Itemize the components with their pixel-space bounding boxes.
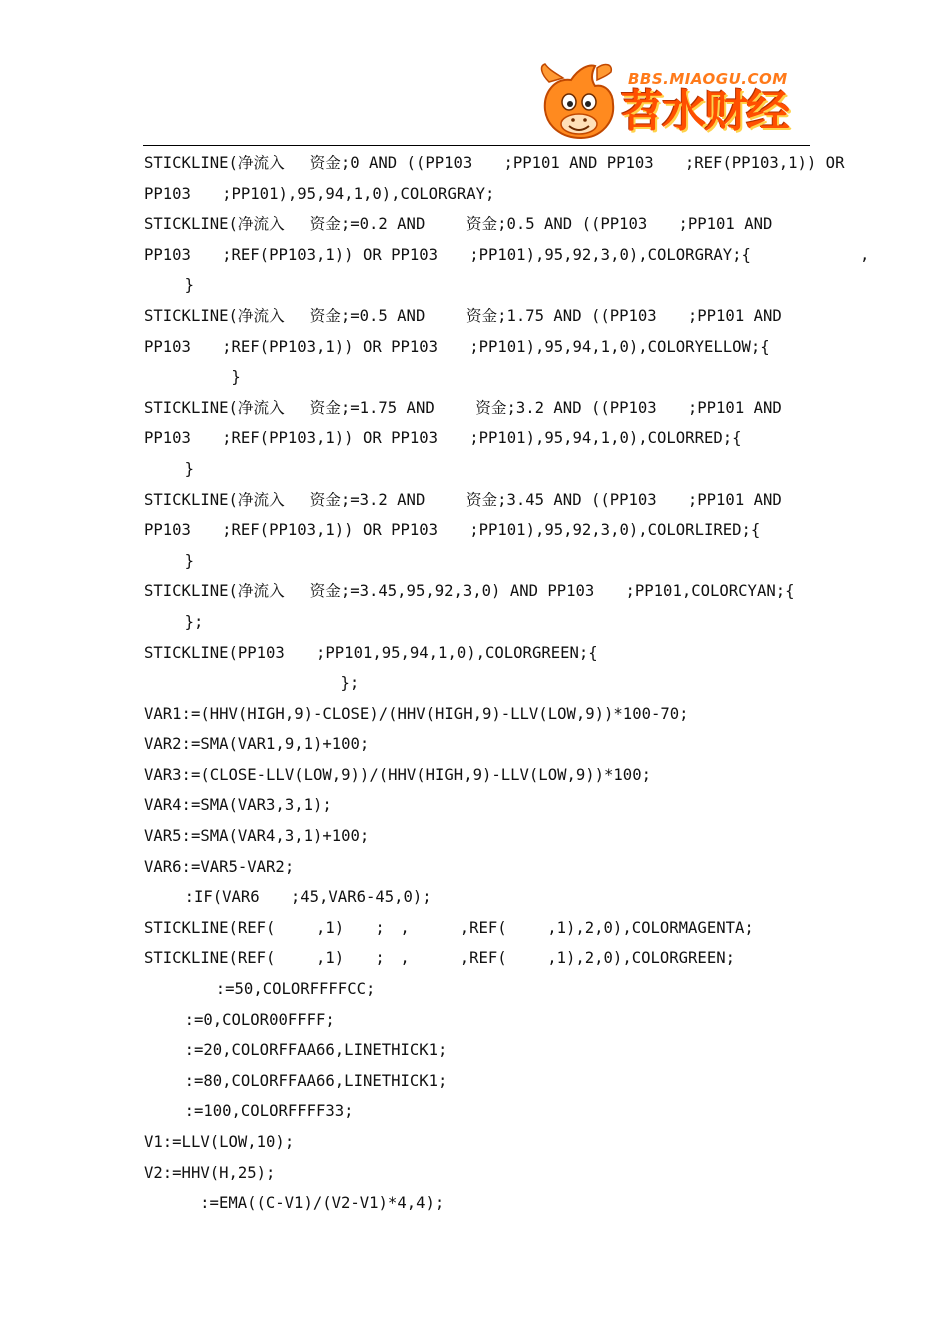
code-line: :=100,COLORFFFF33; <box>144 1102 354 1121</box>
code-line: V2:=HHV(H,25); <box>144 1163 276 1182</box>
code-line: STICKLINE(净流入 资金;=3.2 AND 资金;3.45 AND ((PP103 ;PP101 AND <box>144 490 782 509</box>
code-line: STICKLINE(净流入 资金;=3.45,95,92,3,0) AND PP103 ;PP101,COLORCYAN;{ <box>144 582 826 601</box>
code-line: STICKLINE(PP103 ;PP101,95,94,1,0),COLORGREEN;{ <box>144 643 723 662</box>
code-line: VAR6:=VAR5-VAR2; <box>144 857 295 876</box>
code-line: STICKLINE(净流入 资金;=1.75 AND 资金;3.2 AND ((PP103 ;PP101 AND <box>144 398 782 417</box>
code-line: } <box>144 368 241 387</box>
code-line: PP103 ;PP101),95,94,1,0),COLORGRAY; <box>144 184 495 203</box>
code-line: V1:=LLV(LOW,10); <box>144 1133 295 1151</box>
code-line: :=80,COLORFFAA66,LINETHICK1; <box>144 1071 448 1090</box>
formula-code-block <box>144 148 870 1219</box>
code-line: } <box>144 459 194 478</box>
code-line: :=EMA((C-V1)/(V2-V1)*4,4); <box>144 1194 445 1213</box>
code-line: }; <box>144 674 360 693</box>
code-line: PP103 ;REF(PP103,1)) OR PP103 ;PP101),95,92,3,0),COLORGRAY;{ , <box>144 245 870 264</box>
code-line: :=50,COLORFFFFCC; <box>144 980 376 999</box>
code-line: STICKLINE(净流入 资金;0 AND ((PP103 ;PP101 AND PP103 ;REF(PP103,1)) OR <box>144 154 845 172</box>
code-line: :IF(VAR6 ;45,VAR6-45,0); <box>144 888 432 907</box>
code-line: STICKLINE(REF( ,1) ; , ,REF( ,1),2,0),COLORMAGENTA; <box>144 918 754 937</box>
header-divider <box>143 145 810 146</box>
code-line: VAR3:=(CLOSE-LLV(LOW,9))/(HHV(HIGH,9)-LLV(LOW,9))*100; <box>144 765 651 784</box>
code-line: :=20,COLORFFAA66,LINETHICK1; <box>144 1041 448 1060</box>
code-line: PP103 ;REF(PP103,1)) OR PP103 ;PP101),95,94,1,0),COLORRED;{ <box>144 429 742 448</box>
code-line: } <box>144 276 194 295</box>
code-line: STICKLINE(REF( ,1) ; , ,REF( ,1),2,0),COLORGREEN; <box>144 949 735 968</box>
code-line: VAR2:=SMA(VAR1,9,1)+100; <box>144 735 370 754</box>
code-line: VAR1:=(HHV(HIGH,9)-CLOSE)/(HHV(HIGH,9)-LLV(LOW,9))*100-70; <box>144 704 689 723</box>
logo-brand-text: 苕水财经 <box>620 86 788 137</box>
code-line: VAR5:=SMA(VAR4,3,1)+100; <box>144 827 370 846</box>
code-line: STICKLINE(净流入 资金;=0.5 AND 资金;1.75 AND ((PP103 ;PP101 AND <box>144 306 782 325</box>
code-line: } <box>144 551 194 570</box>
logo-url-text: BBS.MIAOGU.COM <box>628 70 788 88</box>
code-line: }; <box>144 612 204 631</box>
code-line: VAR4:=SMA(VAR3,3,1); <box>144 796 332 815</box>
code-line: PP103 ;REF(PP103,1)) OR PP103 ;PP101),95,92,3,0),COLORLIRED;{ <box>144 521 761 540</box>
code-line: STICKLINE(净流入 资金;=0.2 AND 资金;0.5 AND ((PP103 ;PP101 AND <box>144 215 773 234</box>
code-line: :=0,COLOR00FFFF; <box>144 1010 335 1029</box>
page-header <box>0 0 950 150</box>
code-line: PP103 ;REF(PP103,1)) OR PP103 ;PP101),95,94,1,0),COLORYELLOW;{ <box>144 337 801 356</box>
